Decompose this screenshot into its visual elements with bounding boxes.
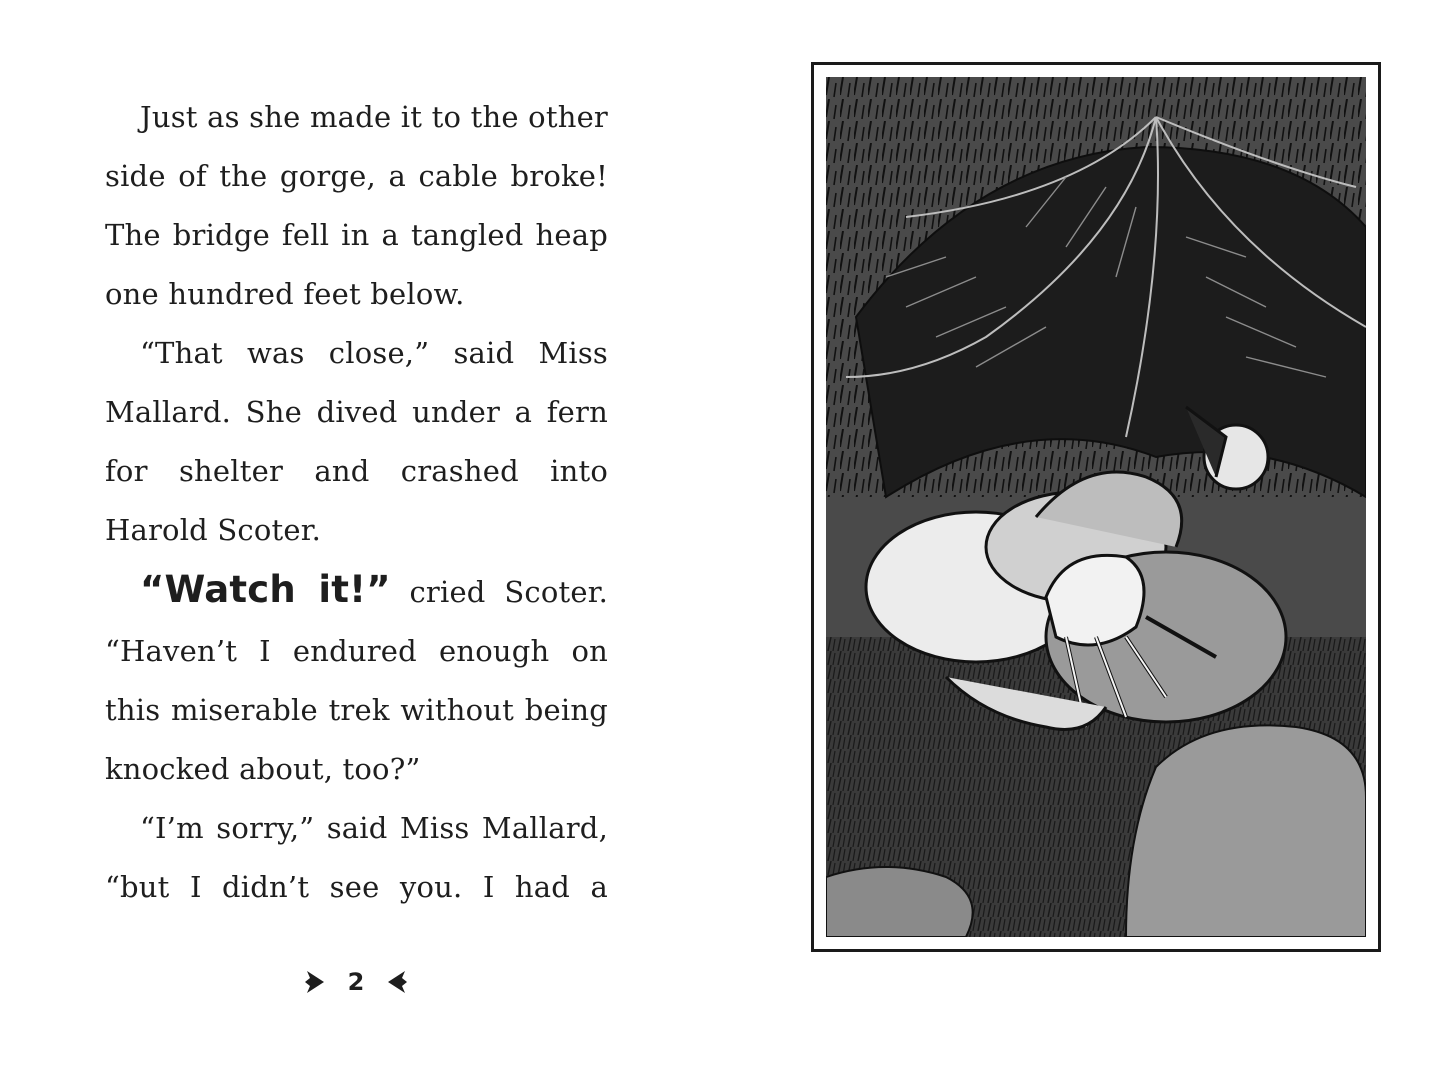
text-column — [105, 88, 608, 917]
paragraph-3 — [105, 560, 608, 799]
paragraph-4 — [105, 799, 608, 917]
page-number: 2 — [347, 968, 365, 996]
paragraph-3-text: cried Scoter. “Haven’t I endured enough on this miserable trek without being knocked about, too?” — [105, 575, 608, 786]
illustration-frame — [811, 62, 1381, 952]
exclamation-watch-it: “Watch it!” — [140, 568, 391, 611]
paragraph-4-text: “I’m sorry,” said Miss Mallard, “but I didn’t see you. I had a — [105, 811, 608, 904]
fern-shelter-illustration — [826, 77, 1366, 937]
paragraph-1-text: Just as she made it to the other side of the gorge, a cable broke! The bridge fell in a tangled heap one hundred feet below. — [105, 100, 608, 311]
paragraph-2 — [105, 324, 608, 560]
page-folio — [296, 962, 416, 1002]
paragraph-1 — [105, 88, 608, 324]
duck-foot-right-icon — [386, 970, 408, 994]
duck-foot-left-icon — [304, 970, 326, 994]
paragraph-2-text: “That was close,” said Miss Mallard. She dived under a fern for shelter and crashed into Harold Scoter. — [105, 336, 608, 547]
